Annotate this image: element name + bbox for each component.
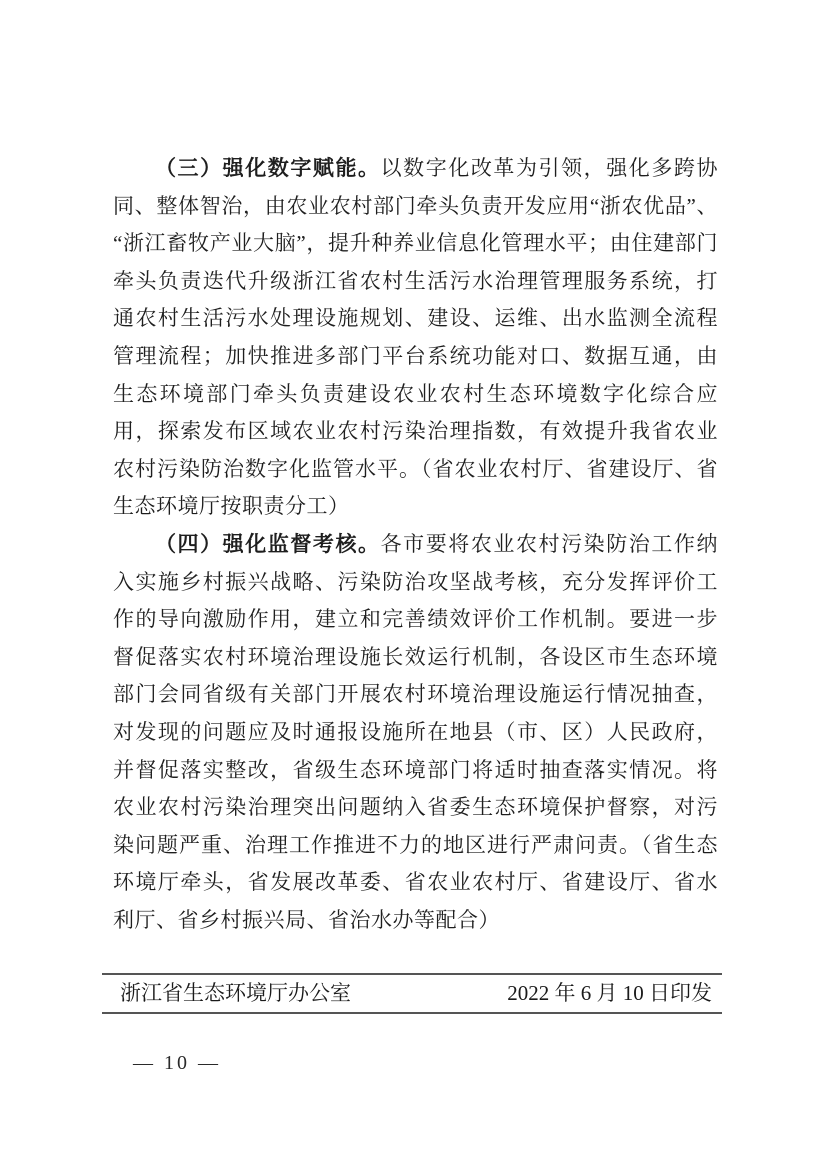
body-line-8: 用，探索发布区域农业农村污染治理指数，有效提升我省农业 [113,419,718,444]
body-line-15: 部门会同省级有关部门开展农村环境治理设施运行情况抽查， [113,682,718,707]
body-line-16: 对发现的问题应及时通报设施所在地县（市、区）人民政府， [113,719,718,744]
body-line-7: 生态环境部门牵头负责建设农业农村生态环境数字化综合应 [113,381,718,406]
body-line-5: 通农村生活污水处理设施规划、建设、运维、出水监测全流程 [113,306,718,331]
body-line-10: 生态环境厅按职责分工） [113,494,350,519]
body-line-1-text: 以数字化改革为引领，强化多跨协 [380,156,718,180]
body-line-13: 作的导向激励作用，建立和完善绩效评价工作机制。要进一步 [113,607,718,632]
section-3-heading: （三）强化数字赋能。 [155,156,381,180]
body-line-3: “浙江畜牧产业大脑”，提升种养业信息化管理水平；由住建部门 [113,231,718,256]
page-number: — 10 — [133,1052,221,1074]
body-line-19: 染问题严重、治理工作推进不力的地区进行严肃问责。（省生态 [113,832,718,857]
body-line-6: 管理流程；加快推进多部门平台系统功能对口、数据互通，由 [113,343,718,368]
body-line-14: 督促落实农村环境治理设施长效运行机制，各设区市生态环境 [113,644,718,669]
footer-issuing-office: 浙江省生态环境厅办公室 [120,981,351,1005]
body-line-18: 农业农村污染治理突出问题纳入省委生态环境保护督察，对污 [113,795,718,820]
body-line-17: 并督促落实整改，省级生态环境部门将适时抽查落实情况。将 [113,757,718,782]
footer-print-date: 2022 年 6 月 10 日印发 [507,981,712,1005]
body-line-4: 牵头负责迭代升级浙江省农村生活污水治理管理服务系统，打 [113,268,718,293]
footer-rule-bottom [102,1012,722,1014]
body-line-1 [113,150,718,188]
body-line-11-text: 各市要将农业农村污染防治工作纳 [380,531,718,556]
section-4-heading: （四）强化监督考核。 [155,531,381,556]
body-line-2: 同、整体智治，由农业农村部门牵头负责开发应用“浙农优品”、 [113,193,718,218]
body-line-12: 入实施乡村振兴战略、污染防治攻坚战考核，充分发挥评价工 [113,569,718,594]
document-body [113,150,718,939]
body-line-21: 利厅、省乡村振兴局、省治水办等配合） [113,907,500,932]
body-line-20: 环境厅牵头，省发展改革委、省农业农村厅、省建设厅、省水 [113,870,718,895]
body-line-9: 农村污染防治数字化监管水平。（省农业农村厅、省建设厅、省 [113,456,718,481]
body-line-11 [113,526,718,564]
imprint-footer [102,975,722,1012]
